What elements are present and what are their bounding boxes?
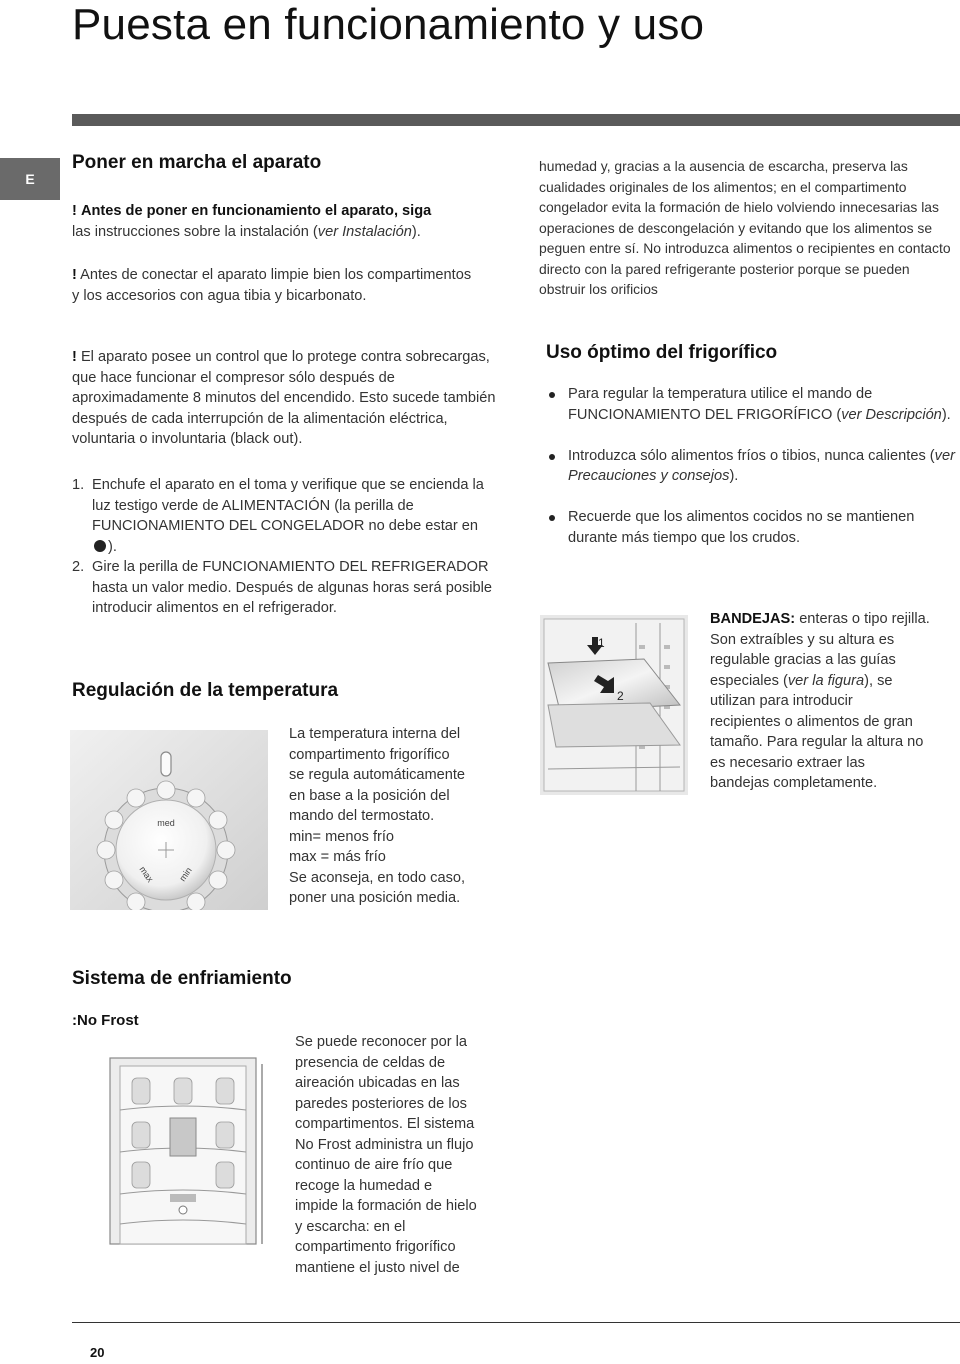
text-line: recipientes o alimentos de gran bbox=[710, 713, 913, 730]
text-line: presencia de celdas de bbox=[295, 1054, 446, 1071]
figure-ref: ver la figura bbox=[787, 672, 865, 689]
text-line: mando del termostato. bbox=[289, 808, 435, 824]
text-line: utilizan para introducir bbox=[710, 693, 853, 709]
text-line: regulable gracias a las guías bbox=[710, 652, 896, 668]
text-line: aireación ubicadas en las bbox=[295, 1075, 460, 1091]
language-tab: E bbox=[0, 158, 60, 200]
text-line: en base a la posición del bbox=[289, 787, 450, 804]
text-line: max = más frío bbox=[289, 849, 386, 865]
heading-cooling: Sistema de enfriamiento bbox=[72, 968, 292, 989]
text-line: compartimentos. El sistema bbox=[295, 1116, 475, 1132]
thermostat-dial-figure bbox=[70, 730, 268, 910]
shelf-adjust-figure bbox=[540, 615, 688, 795]
list-item bbox=[72, 557, 492, 619]
text-line: y escarcha: en el bbox=[295, 1218, 406, 1235]
text-line: La temperatura interna del bbox=[289, 726, 461, 742]
dial-label-min: min bbox=[177, 865, 194, 884]
tips-list bbox=[546, 384, 960, 569]
text-line: No Frost administra un flujo bbox=[295, 1136, 474, 1153]
heading-temperature: Regulación de la temperatura bbox=[72, 680, 339, 701]
list-item bbox=[546, 384, 960, 425]
dial-label-max: max bbox=[137, 864, 156, 885]
page-number: 20 bbox=[90, 1345, 105, 1360]
warning-3 bbox=[72, 347, 497, 450]
warning-2-text: Antes de conectar el aparato limpie bien los compartimentos y los accesorios con agua tibia y bicarbonato. bbox=[72, 267, 472, 304]
warning-2 bbox=[72, 265, 472, 306]
text-line: poner una posición media. bbox=[289, 890, 461, 906]
warning-1 bbox=[72, 201, 492, 242]
tip-ref: ver Precauciones y consejos bbox=[568, 447, 955, 484]
text-line: ), se bbox=[864, 672, 893, 689]
text-line: mantiene el justo nivel de bbox=[295, 1259, 460, 1276]
text-line: Se puede reconocer por la bbox=[295, 1034, 467, 1050]
warning-3-text: El aparato posee un control que lo protege contra sobrecargas, que hace funcionar el compresor sólo después de aproximadamente 8 minutos del encendido. Esto sucede también después de cada interrupción de la alimentación eléctrica, voluntaria o involuntaria (black out). bbox=[72, 349, 496, 447]
warning-1-bold: Antes de poner en funcionamiento el aparato, siga bbox=[80, 203, 432, 219]
tip-end: ). bbox=[729, 468, 739, 484]
step-text: Enchufe el aparato en el toma y verifique que se encienda la luz testigo verde de ALIMENTACIÓN (la perilla de FUNCIONAMIENTO DEL CONGELADOR no debe estar en bbox=[92, 477, 484, 534]
shelves-text bbox=[710, 609, 960, 794]
text-line: continuo de aire frío que bbox=[295, 1157, 453, 1173]
steps-list bbox=[72, 475, 492, 619]
heading-start: Poner en marcha el aparato bbox=[72, 152, 322, 173]
arrow-label-1: 1 bbox=[598, 636, 605, 650]
step-number: 2. bbox=[72, 559, 85, 575]
tip-ref: ver Descripción bbox=[841, 406, 942, 423]
page-title: Puesta en funcionamiento y uso bbox=[72, 0, 705, 49]
warning-1-end: ). bbox=[411, 223, 421, 240]
warning-mark: ! bbox=[72, 349, 77, 365]
text-line: Son extraíbles y su altura es bbox=[710, 631, 895, 648]
list-item bbox=[72, 475, 492, 557]
warning-mark: ! bbox=[72, 203, 77, 219]
tip-end: ). bbox=[941, 406, 951, 423]
text-line: se regula automáticamente bbox=[289, 767, 466, 783]
arrow-label-2: 2 bbox=[617, 689, 624, 703]
text-line: recoge la humedad e bbox=[295, 1177, 433, 1194]
step-text: Gire la perilla de FUNCIONAMIENTO DEL REFRIGERADOR hasta un valor medio. Después de algunas horas será posible introducir alimentos en el refrigerador. bbox=[92, 559, 492, 616]
title-divider bbox=[72, 114, 960, 126]
no-frost-interior-figure bbox=[106, 1044, 270, 1246]
text-line: enteras o tipo rejilla. bbox=[795, 611, 930, 627]
shelves-label: BANDEJAS: bbox=[710, 611, 796, 627]
text-line: bandejas completamente. bbox=[710, 775, 878, 791]
warning-mark: ! bbox=[72, 267, 77, 283]
step-text-end: ). bbox=[108, 538, 117, 555]
cooling-continuation: humedad y, gracias a la ausencia de escarcha, preserva las cualidades originales de los alimentos; en el compartimento congelador evita la formación de hielo volviendo innecesarias las operaciones de descongelación y evitando que los alimentos se peguen entre sí. No introduzca alimentos o recipientes en contacto directo con la pared refrigerante posterior porque se pueden obstruir los orificios bbox=[539, 158, 951, 297]
text-line: compartimento frigorífico bbox=[289, 746, 450, 763]
text-line: impide la formación de hielo bbox=[295, 1198, 477, 1214]
warning-1-ref: ver Instalación bbox=[317, 223, 412, 240]
tip-text: Introduzca sólo alimentos fríos o tibios, nunca calientes ( bbox=[568, 447, 935, 464]
temperature-text bbox=[289, 724, 509, 909]
tip-text: Recuerde que los alimentos cocidos no se mantienen durante más tiempo que los crudos. bbox=[568, 509, 915, 546]
text-line: especiales ( bbox=[710, 672, 788, 689]
text-line: min= menos frío bbox=[289, 828, 395, 845]
filled-circle-icon bbox=[94, 540, 106, 552]
list-item bbox=[546, 446, 960, 487]
text-line: paredes posteriores de los bbox=[295, 1095, 467, 1112]
heading-optimal-use: Uso óptimo del frigorífico bbox=[546, 342, 778, 363]
subheading-no-frost: :No Frost bbox=[72, 1012, 139, 1029]
list-item bbox=[546, 507, 960, 548]
text-line: Se aconseja, en todo caso, bbox=[289, 869, 466, 886]
text-line: compartimento frigorífico bbox=[295, 1239, 456, 1255]
footer-divider bbox=[72, 1322, 960, 1323]
cooling-text bbox=[295, 1032, 515, 1278]
dial-label-med: med bbox=[157, 818, 175, 828]
warning-1-text: las instrucciones sobre la instalación ( bbox=[72, 223, 318, 240]
text-line: es necesario extraer las bbox=[710, 754, 865, 771]
tip-text: Para regular la temperatura utilice el mando de FUNCIONAMIENTO DEL FRIGORÍFICO ( bbox=[568, 386, 873, 423]
step-number: 1. bbox=[72, 477, 85, 493]
text-line: tamaño. Para regular la altura no bbox=[710, 734, 924, 750]
